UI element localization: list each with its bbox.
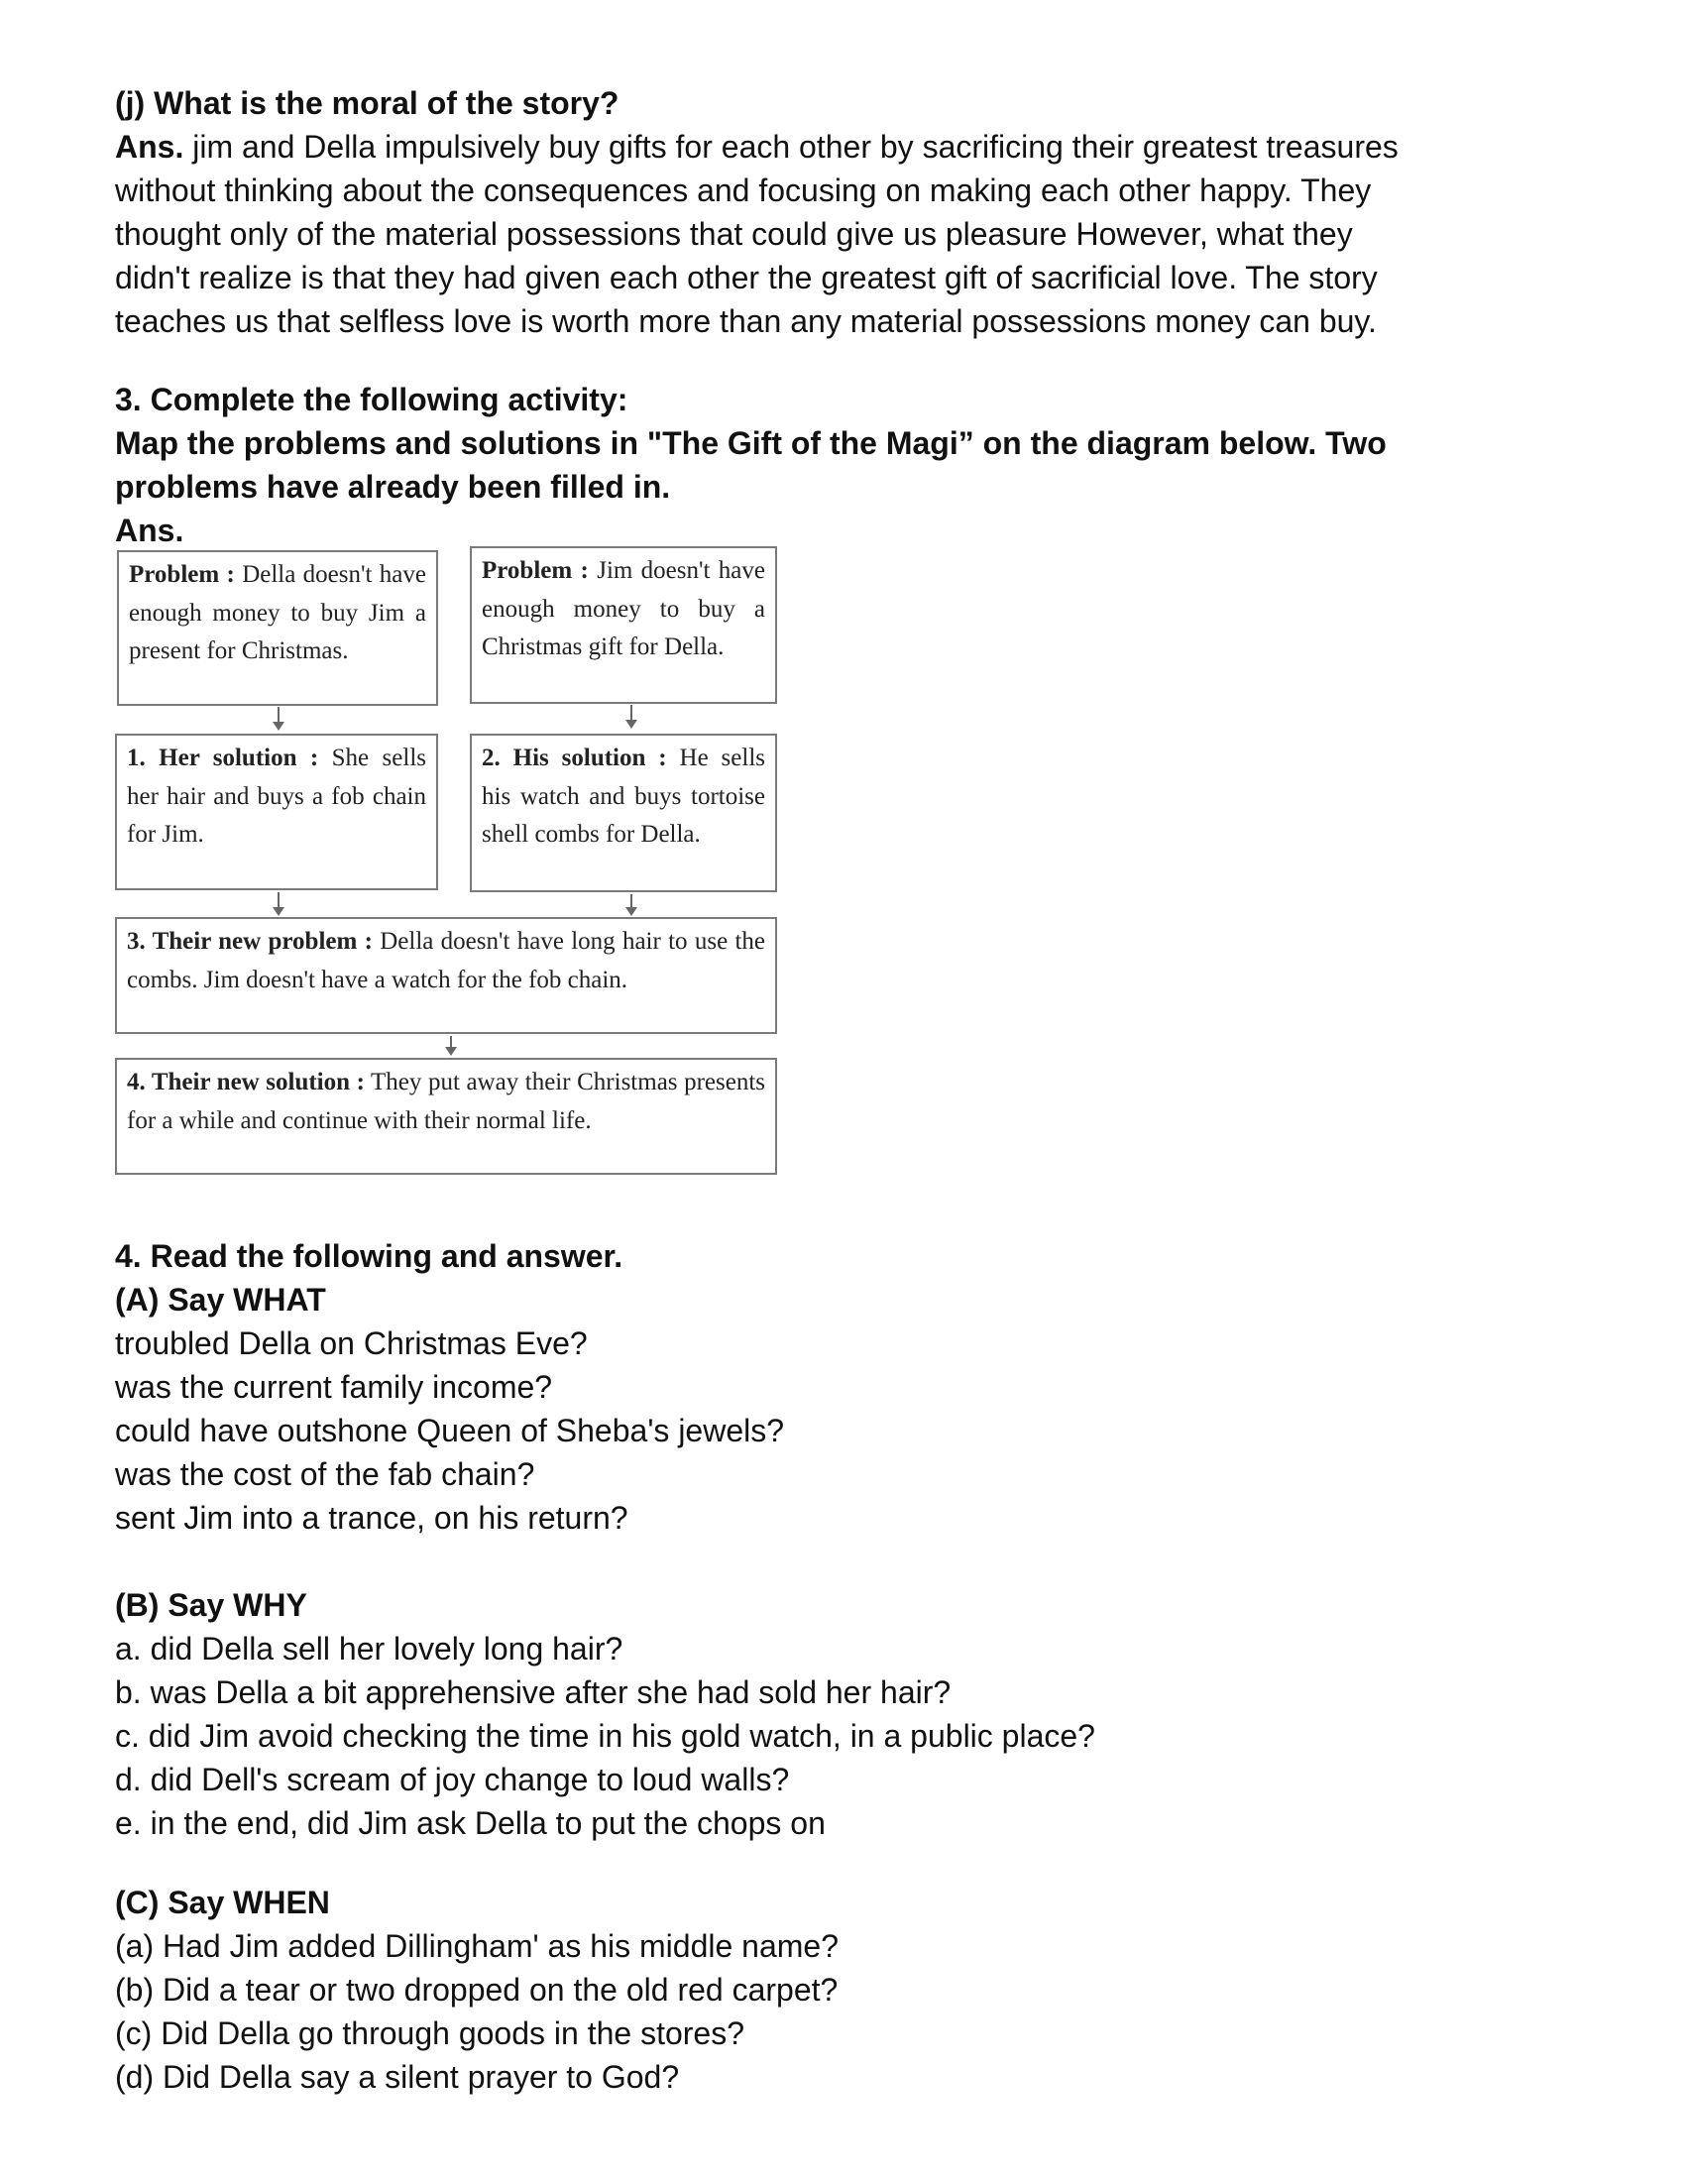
list-item: (a) Had Jim added Dillingham' as his middle name? <box>115 1928 839 1964</box>
say-when-heading: (C) Say WHEN <box>115 1885 330 1920</box>
question-4-when <box>115 1881 839 2099</box>
arrow-down-5 <box>450 1036 452 1054</box>
say-why-heading: (B) Say WHY <box>115 1587 307 1623</box>
list-item: was the current family income? <box>115 1369 553 1405</box>
list-item: c. did Jim avoid checking the time in his gold watch, in a public place? <box>115 1718 1095 1754</box>
question-4-what <box>115 1234 784 1540</box>
arrow-down-3 <box>278 892 280 914</box>
question-j: (j) What is the moral of the story? <box>115 85 619 121</box>
list-item: troubled Della on Christmas Eve? <box>115 1325 588 1361</box>
arrow-down-1 <box>278 707 280 729</box>
answer-line-5: teaches us that selfless love is worth more than any material possessions money can buy. <box>115 303 1377 339</box>
question-3-answer-label: Ans. <box>115 513 184 548</box>
list-item: (b) Did a tear or two dropped on the old red carpet? <box>115 1972 839 2008</box>
question-3-heading: 3. Complete the following activity: <box>115 382 628 417</box>
list-item: b. was Della a bit apprehensive after she had sold her hair? <box>115 1674 952 1710</box>
arrow-down-4 <box>630 894 632 914</box>
answer-line-3: thought only of the material possessions that could give us pleasure However, what they <box>115 216 1353 252</box>
list-item: was the cost of the fab chain? <box>115 1456 535 1492</box>
question-3-instruction-2: problems have already been filled in. <box>115 469 671 505</box>
question-3-instruction-1: Map the problems and solutions in "The Gift of the Magi” on the diagram below. Two <box>115 425 1387 461</box>
question-4-why <box>115 1583 1095 1845</box>
moral-section <box>115 81 1582 552</box>
answer-line-1: Ans. jim and Della impulsively buy gifts for each other by sacrificing their greatest treasures <box>115 129 1399 165</box>
new-solution-box: 4. Their new solution : They put away their Christmas presents for a while and continue with their normal life. <box>115 1058 777 1175</box>
jim-problem-box: Problem : Jim doesn't have enough money to buy a Christmas gift for Della. <box>470 546 777 704</box>
his-solution-box: 2. His solution : He sells his watch and buys tortoise shell combs for Della. <box>470 734 777 892</box>
list-item: d. did Dell's scream of joy change to loud walls? <box>115 1762 790 1797</box>
list-item: e. in the end, did Jim ask Della to put the chops on <box>115 1805 826 1841</box>
say-what-heading: (A) Say WHAT <box>115 1282 326 1318</box>
arrow-down-2 <box>630 705 632 727</box>
answer-label: Ans. <box>115 129 184 165</box>
list-item: (d) Did Della say a silent prayer to God? <box>115 2059 680 2095</box>
question-4-heading: 4. Read the following and answer. <box>115 1238 623 1274</box>
list-item: a. did Della sell her lovely long hair? <box>115 1631 623 1667</box>
problem-solution-diagram <box>115 550 789 1209</box>
answer-line-4: didn't realize is that they had given each other the greatest gift of sacrificial love. The story <box>115 260 1378 295</box>
new-problem-box: 3. Their new problem : Della doesn't have long hair to use the combs. Jim doesn't have a watch for the fob chain. <box>115 917 777 1034</box>
answer-line-2: without thinking about the consequences and focusing on making each other happy. They <box>115 172 1372 208</box>
della-problem-box: Problem : Della doesn't have enough money to buy Jim a present for Christmas. <box>117 550 438 706</box>
list-item: (c) Did Della go through goods in the stores? <box>115 2015 745 2051</box>
list-item: could have outshone Queen of Sheba's jewels? <box>115 1413 785 1448</box>
list-item: sent Jim into a trance, on his return? <box>115 1500 628 1536</box>
her-solution-box: 1. Her solution : She sells her hair and buys a fob chain for Jim. <box>115 734 438 890</box>
